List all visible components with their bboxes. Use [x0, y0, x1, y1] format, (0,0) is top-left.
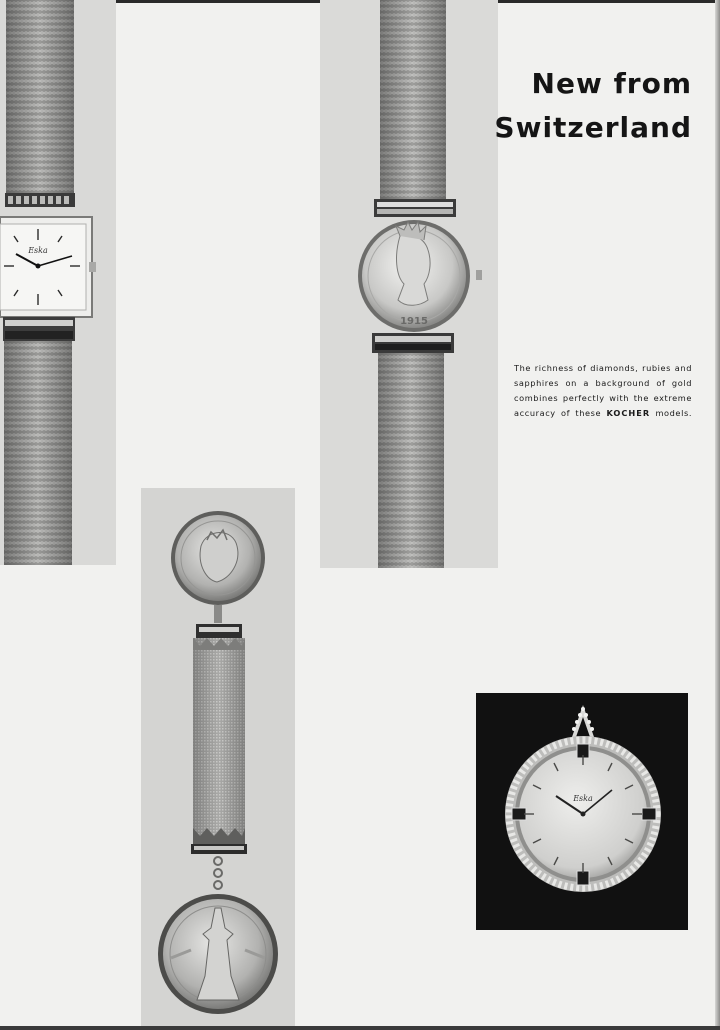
- page-bottom-edge: [0, 1026, 720, 1030]
- pendant-watch-photo: [476, 693, 688, 930]
- page-binding-edge: [715, 0, 720, 1030]
- pendant-watch-illustration: [476, 693, 688, 930]
- coin-pendant-photo: [141, 488, 295, 1030]
- bracelet-watch-dial-mark: Eska: [28, 246, 48, 255]
- caption-line-4-start: accuracy of these: [514, 408, 602, 418]
- caption-line-3: combines perfectly with the extreme: [514, 393, 692, 403]
- pendant-watch-dial-mark: Eska: [573, 794, 593, 803]
- caption-line-4: [514, 406, 692, 421]
- page-headline: [492, 62, 692, 150]
- caption-text: [514, 361, 692, 421]
- coin-watch-date: 1915: [400, 316, 428, 327]
- coin-watch-photo: [320, 0, 498, 568]
- caption-line-4-end: models.: [655, 408, 693, 418]
- caption-brand-name: KOCHER: [606, 408, 651, 418]
- coin-pendant-illustration: [141, 488, 295, 1030]
- bracelet-watch-illustration: [0, 0, 116, 565]
- caption-line-2: sapphires on a background of gold: [514, 378, 692, 388]
- headline-line-1: New from: [531, 67, 692, 100]
- caption-line-1: The richness of diamonds, rubies and: [514, 363, 692, 373]
- coin-watch-illustration: [320, 0, 498, 568]
- bracelet-watch-photo: [0, 0, 116, 565]
- headline-line-2: Switzerland: [494, 111, 692, 144]
